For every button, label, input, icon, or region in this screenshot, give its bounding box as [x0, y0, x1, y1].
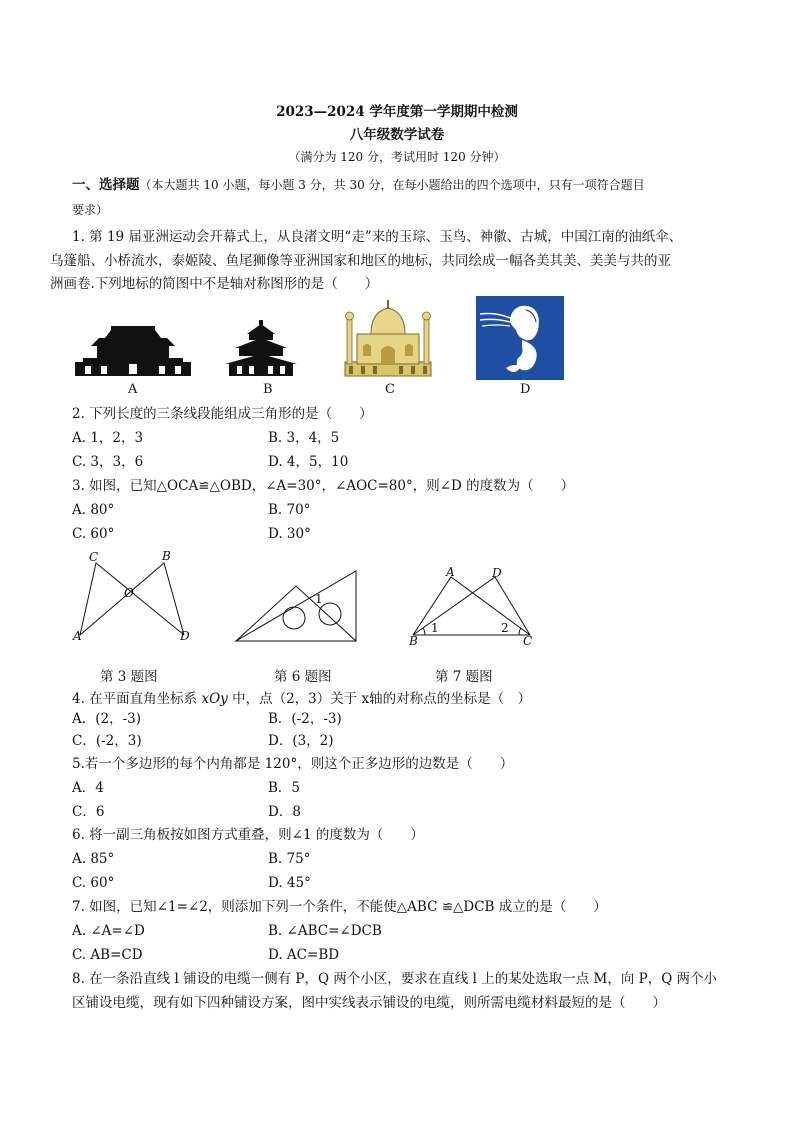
q4-stem-b: 中，点（2，3）关于 x轴的对称点的坐标是（ ） — [227, 691, 532, 707]
section-desc-2: 要求） — [72, 203, 109, 217]
fig7-label-d: D — [492, 566, 502, 580]
q4-option-b: B．(-2，-3) — [268, 711, 342, 727]
q7-option-a: A. ∠A=∠D — [72, 923, 145, 939]
q6-option-c: C. 60° — [72, 875, 115, 891]
fig3-label-b: B — [162, 549, 171, 563]
fig3-label-a: A — [73, 629, 82, 643]
landmark-label-c: C — [385, 382, 395, 397]
landmark-label-a: A — [128, 382, 138, 397]
landmark-label-b: B — [263, 382, 273, 397]
q7-option-d: D. AC=BD — [268, 947, 340, 963]
fig7-label-c: C — [523, 634, 533, 648]
figure-7-diagram — [405, 565, 540, 645]
exam-title: 2023—2024 学年度第一学期期中检测 — [276, 104, 518, 120]
q3-option-a: A. 80° — [72, 502, 115, 518]
q2-option-b: B. 3，4，5 — [268, 430, 340, 446]
q6-option-d: D. 45° — [268, 875, 311, 891]
fig3-label-d: D — [180, 629, 190, 643]
q7-option-b: B. ∠ABC=∠DCB — [268, 923, 382, 939]
section-heading-line — [72, 175, 645, 195]
q4-option-d: D．(3，2) — [268, 733, 334, 749]
fig6-caption: 第 6 题图 — [274, 669, 332, 685]
q4-option-c: C．(-2，3) — [72, 733, 142, 749]
q4-stem-a: 4. 在平面直角坐标系 — [72, 691, 202, 707]
q2-stem: 2. 下列长度的三条线段能组成三角形的是（ ） — [72, 406, 373, 422]
q7-option-c: C. AB=CD — [72, 947, 143, 963]
landmark-a-gate-icon — [75, 322, 191, 378]
q6-stem: 6. 将一副三角板按如图方式重叠，则∠1 的度数为（ ） — [72, 827, 424, 843]
fig3-label-o: O — [124, 586, 134, 600]
q5-option-c: C．6 — [72, 804, 105, 820]
landmark-label-d: D — [520, 382, 531, 397]
q8-line1: 8. 在一条沿直线 l 铺设的电缆一侧有 P，Q 两个小区，要求在直线 l 上的某处选取一点 M，向 P，Q 两个小 — [72, 971, 718, 987]
q8-line2: 区铺设电缆，现有如下四种铺设方案，图中实线表示铺设的电缆，则所需电缆材料最短的是（ ） — [72, 995, 666, 1011]
q6-option-a: A. 85° — [72, 851, 115, 867]
section-desc: （本大题共 10 小题，每小题 3 分，共 30 分，在每小题给出的四个选项中，只有一项符合题目 — [139, 178, 645, 192]
q3-option-b: B. 70° — [268, 502, 311, 518]
exam-note: （满分为 120 分，考试用时 120 分钟） — [288, 150, 506, 164]
q5-stem: 5.若一个多边形的每个内角都是 120°，则这个正多边形的边数是（ ） — [72, 756, 514, 772]
q1-line3: 洲画卷.下列地标的简图中不是轴对称图形的是（ ） — [50, 276, 379, 292]
q5-option-d: D．8 — [268, 804, 301, 820]
landmark-d-merlion-icon — [476, 296, 564, 380]
exam-subtitle: 八年级数学试卷 — [349, 127, 445, 143]
fig6-label-1: 1 — [315, 592, 323, 606]
fig3-label-c: C — [89, 550, 99, 564]
q4-option-a: A．(2，-3) — [72, 711, 142, 727]
q3-stem: 3. 如图，已知△OCA≌△OBD，∠A=30°，∠AOC=80°，则∠D 的度数为（ ） — [72, 478, 575, 494]
q1-line1: 1. 第 19 届亚洲运动会开幕式上，从良渚文明“走”来的玉琮、玉鸟、神徽、古城，中国江南的油纸伞、 — [72, 229, 683, 245]
fig7-caption: 第 7 题图 — [435, 669, 493, 685]
section-heading: 一、选择题 — [72, 177, 140, 193]
landmark-c-taj-mahal-icon — [343, 296, 433, 378]
q5-option-a: A．4 — [72, 780, 104, 796]
q5-option-b: B．5 — [268, 780, 301, 796]
q2-option-d: D. 4，5，10 — [268, 454, 349, 470]
q3-option-c: C. 60° — [72, 526, 115, 542]
q3-option-d: D. 30° — [268, 526, 311, 542]
fig3-caption: 第 3 题图 — [100, 669, 158, 685]
q4-stem-var: xOy — [201, 691, 228, 707]
fig7-label-1: 1 — [431, 621, 439, 635]
figure-6-diagram — [232, 566, 362, 646]
q4-stem — [72, 689, 531, 709]
q7-stem: 7. 如图，已知∠1=∠2，则添加下列一个条件，不能使△ABC ≌△DCB 成立的是（ ） — [72, 899, 607, 915]
fig7-label-2: 2 — [501, 621, 509, 635]
q2-option-c: C. 3，3，6 — [72, 454, 144, 470]
q6-option-b: B. 75° — [268, 851, 311, 867]
fig7-label-a: A — [446, 565, 455, 579]
fig7-label-b: B — [409, 634, 418, 648]
q2-option-a: A. 1，2，3 — [72, 430, 144, 446]
q1-line2: 乌篷船、小桥流水，泰姬陵、鱼尾狮像等亚洲国家和地区的地标，共同绘成一幅各美其美、美美与共的亚 — [50, 253, 671, 269]
landmark-b-temple-icon — [221, 320, 301, 378]
